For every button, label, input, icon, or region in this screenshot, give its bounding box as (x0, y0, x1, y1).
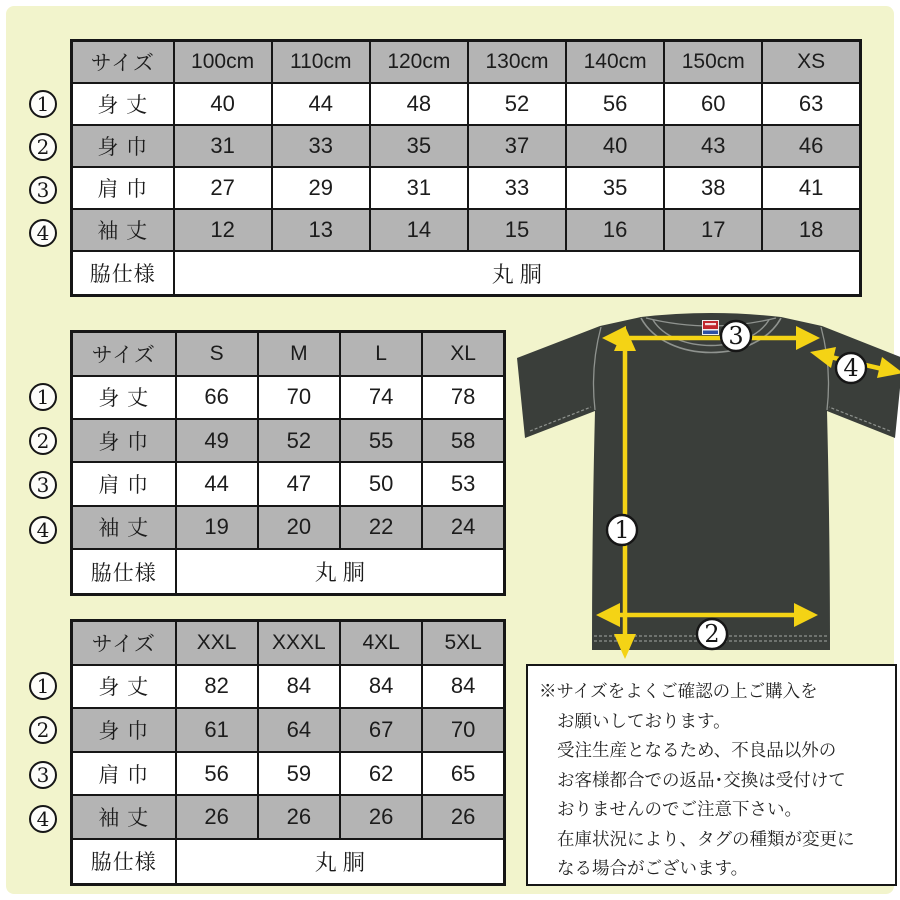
size-column-header-cell: 110cm (272, 41, 370, 84)
measurement-value-cell: 84 (422, 665, 504, 709)
measurement-label-cell: 袖 丈 (72, 506, 176, 549)
measurement-value-cell: 52 (258, 419, 340, 462)
measurement-value-cell: 24 (422, 506, 504, 549)
measurement-label-cell: 身 丈 (72, 376, 176, 419)
measurement-value-cell: 56 (566, 83, 664, 125)
measurement-value-cell: 15 (468, 209, 566, 251)
size-column-header-cell: 4XL (340, 621, 422, 665)
measurement-value-cell: 46 (762, 125, 860, 167)
measurement-value-cell: 29 (272, 167, 370, 209)
circled-number-2: 2 (29, 716, 57, 744)
measurement-value-cell: 49 (176, 419, 258, 462)
measurement-value-cell: 63 (762, 83, 860, 125)
side-spec-value-cell: 丸 胴 (174, 251, 861, 295)
circled-number-3: 3 (29, 471, 57, 499)
measurement-value-cell: 26 (340, 795, 422, 839)
measurement-value-cell: 58 (422, 419, 504, 462)
measurement-value-cell: 53 (422, 462, 504, 505)
measurement-value-cell: 74 (340, 376, 422, 419)
size-column-header-cell: M (258, 332, 340, 376)
size-column-header-cell: 120cm (370, 41, 468, 84)
measurement-label-cell: 身 巾 (72, 125, 174, 167)
measurement-value-cell: 22 (340, 506, 422, 549)
circled-number-4: 4 (29, 219, 57, 247)
measurement-value-cell: 18 (762, 209, 860, 251)
measurement-value-cell: 40 (566, 125, 664, 167)
measurement-label-cell: 肩 巾 (72, 167, 174, 209)
measurement-value-cell: 14 (370, 209, 468, 251)
size-column-header-cell: S (176, 332, 258, 376)
size-column-header-cell: 130cm (468, 41, 566, 84)
notice-line: おりませんのでご注意下さい。 (557, 799, 802, 819)
measurement-value-cell: 67 (340, 708, 422, 752)
measurement-value-cell: 70 (422, 708, 504, 752)
size-column-header-cell: XXL (176, 621, 258, 665)
measurement-value-cell: 37 (468, 125, 566, 167)
measurement-label-cell: 肩 巾 (72, 462, 176, 505)
measurement-value-cell: 82 (176, 665, 258, 709)
measurement-value-cell: 31 (174, 125, 272, 167)
measurement-value-cell: 43 (664, 125, 762, 167)
notice-line: なる場合がございます。 (557, 858, 749, 878)
measurement-value-cell: 44 (272, 83, 370, 125)
measurement-value-cell: 78 (422, 376, 504, 419)
measurement-label-cell: 袖 丈 (72, 795, 176, 839)
circled-number-1: 1 (29, 383, 57, 411)
measurement-value-cell: 26 (176, 795, 258, 839)
measurement-value-cell: 55 (340, 419, 422, 462)
measurement-value-cell: 26 (258, 795, 340, 839)
measurement-value-cell: 16 (566, 209, 664, 251)
measurement-value-cell: 33 (272, 125, 370, 167)
notice-line: お客様都合での返品･交換は受付けて (557, 769, 846, 790)
measurement-value-cell: 26 (422, 795, 504, 839)
measurement-value-cell: 59 (258, 752, 340, 796)
measurement-value-cell: 13 (272, 209, 370, 251)
measurement-value-cell: 44 (176, 462, 258, 505)
measurement-value-cell: 17 (664, 209, 762, 251)
circled-number-4: 4 (29, 805, 57, 833)
side-spec-value-cell: 丸 胴 (176, 839, 505, 885)
side-spec-value-cell: 丸 胴 (176, 549, 505, 594)
notice-line: 受注生産となるため、不良品以外の (557, 740, 837, 760)
notice-line: 在庫状況により、タグの種類が変更に (557, 828, 855, 849)
diagram-callout-2 (697, 619, 727, 649)
measurement-value-cell: 84 (258, 665, 340, 709)
diagram-callout-3 (721, 321, 751, 351)
kids-size-table (70, 39, 862, 297)
measurement-value-cell: 70 (258, 376, 340, 419)
diagram-callout-1 (607, 515, 637, 545)
measurement-value-cell: 50 (340, 462, 422, 505)
measurement-value-cell: 66 (176, 376, 258, 419)
measurement-value-cell: 84 (340, 665, 422, 709)
measurement-value-cell: 64 (258, 708, 340, 752)
circled-number-2: 2 (29, 133, 57, 161)
side-spec-label-cell: 脇仕様 (72, 251, 174, 295)
purchase-notice-box (526, 664, 897, 886)
size-column-header-cell: 5XL (422, 621, 504, 665)
measurement-value-cell: 65 (422, 752, 504, 796)
measurement-label-cell: 身 丈 (72, 83, 174, 125)
measurement-value-cell: 48 (370, 83, 468, 125)
size-chart-sheet (6, 6, 894, 894)
side-spec-label-cell: 脇仕様 (72, 839, 176, 885)
svg-text:2: 2 (704, 620, 720, 648)
size-column-header-cell: L (340, 332, 422, 376)
measurement-value-cell: 12 (174, 209, 272, 251)
circled-number-1: 1 (29, 672, 57, 700)
measurement-value-cell: 20 (258, 506, 340, 549)
measurement-label-cell: 身 巾 (72, 708, 176, 752)
side-spec-label-cell: 脇仕様 (72, 549, 176, 594)
size-column-header-cell: 100cm (174, 41, 272, 84)
measurement-label-cell: 肩 巾 (72, 752, 176, 796)
size-column-header-cell: XXXL (258, 621, 340, 665)
measurement-value-cell: 35 (370, 125, 468, 167)
measurement-value-cell: 56 (176, 752, 258, 796)
size-column-header-cell: 140cm (566, 41, 664, 84)
tshirt-diagram (514, 312, 900, 666)
diagram-callout-4 (836, 353, 866, 383)
svg-text:4: 4 (843, 354, 859, 382)
collar-brand-tag (702, 320, 719, 335)
circled-number-2: 2 (29, 427, 57, 455)
svg-text:1: 1 (614, 516, 630, 544)
adult-size-table (70, 330, 506, 596)
measurement-label-cell: 袖 丈 (72, 209, 174, 251)
measurement-value-cell: 40 (174, 83, 272, 125)
measurement-value-cell: 27 (174, 167, 272, 209)
measurement-value-cell: 38 (664, 167, 762, 209)
measurement-value-cell: 41 (762, 167, 860, 209)
size-header-label-cell: サイズ (72, 621, 176, 665)
size-column-header-cell: XL (422, 332, 504, 376)
plus-size-table (70, 619, 506, 886)
size-header-label-cell: サイズ (72, 332, 176, 376)
circled-number-1: 1 (29, 90, 57, 118)
size-column-header-cell: XS (762, 41, 860, 84)
circled-number-4: 4 (29, 516, 57, 544)
measurement-value-cell: 60 (664, 83, 762, 125)
measurement-value-cell: 33 (468, 167, 566, 209)
measurement-label-cell: 身 巾 (72, 419, 176, 462)
notice-line: お願いしております。 (557, 710, 731, 731)
measurement-value-cell: 52 (468, 83, 566, 125)
measurement-value-cell: 35 (566, 167, 664, 209)
measurement-value-cell: 47 (258, 462, 340, 505)
size-column-header-cell: 150cm (664, 41, 762, 84)
size-header-label-cell: サイズ (72, 41, 174, 84)
measurement-value-cell: 31 (370, 167, 468, 209)
svg-text:3: 3 (728, 322, 744, 350)
circled-number-3: 3 (29, 176, 57, 204)
measurement-value-cell: 61 (176, 708, 258, 752)
circled-number-3: 3 (29, 761, 57, 789)
notice-line: ※サイズをよくご確認の上ご購入を (539, 681, 818, 701)
measurement-value-cell: 62 (340, 752, 422, 796)
measurement-label-cell: 身 丈 (72, 665, 176, 709)
measurement-value-cell: 19 (176, 506, 258, 549)
